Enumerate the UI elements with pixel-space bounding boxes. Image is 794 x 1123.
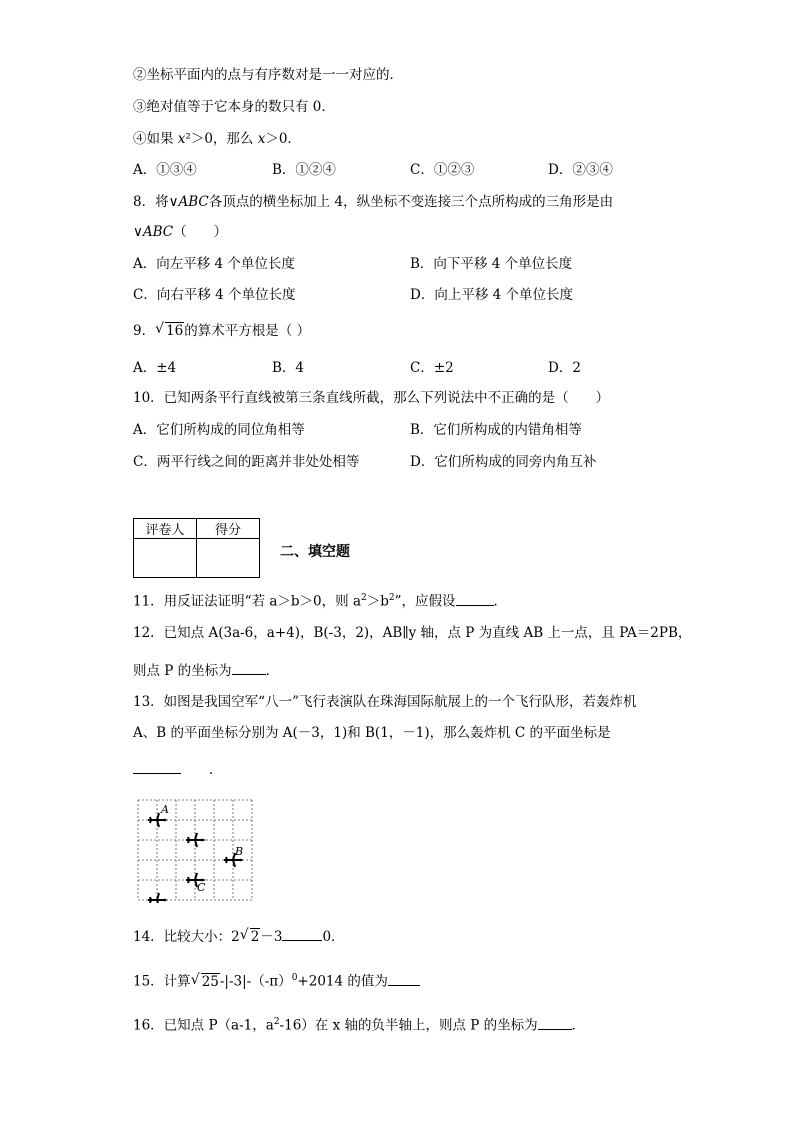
q8-text: 各顶点的横坐标加上 4，纵坐标不变连接三个点所构成的三角形是由 [208, 194, 614, 210]
q15-answer-blank[interactable] [388, 973, 420, 986]
q13-line1: 13．如图是我国空军“八一”飞行表演队在珠海国际航展上的一个飞行队形，若轰炸机 [133, 694, 637, 710]
q14-prefix: 14．比较大小：2 [133, 929, 240, 945]
q9-option-c: C．±2 [410, 360, 454, 376]
formation-figure [137, 799, 255, 903]
q15-sqrt: √ 25 [190, 971, 219, 990]
q13-answer-blank[interactable] [133, 761, 181, 774]
q10-option-a: A．它们所构成的同位角相等 [133, 422, 305, 438]
q8-option-a: A．向左平移 4 个单位长度 [133, 256, 295, 272]
s4-a: ④如果 [133, 131, 178, 147]
q7-option-c: C．①②③ [410, 162, 475, 178]
q14-answer-blank[interactable] [282, 928, 322, 941]
plane-icon [186, 833, 206, 847]
score-table-grader: 评卷人 [134, 519, 197, 539]
q8-triangle-2: ∨ABC [133, 224, 174, 240]
s4-x: x [177, 131, 186, 147]
q10-option-c: C．两平行线之间的距离并非处处相等 [133, 454, 360, 470]
q15-sup: 0 [291, 973, 298, 983]
q7-option-b: B．①②④ [272, 162, 336, 178]
q16-stem [133, 1013, 585, 1035]
q11-c: ”，应假设 [394, 593, 456, 610]
q8-option-d: D．向上平移 4 个单位长度 [410, 287, 573, 303]
q15-tail: +2014 的值为 [297, 973, 388, 990]
q14-stem [133, 928, 345, 946]
q12-text: 则点 P 的坐标为 [133, 663, 232, 679]
q15-rest: -|-3|-（-π） [219, 973, 292, 990]
score-table [133, 518, 260, 578]
q8-line2 [133, 223, 227, 241]
q13-end: ． [209, 762, 223, 778]
q12-line2 [133, 662, 279, 680]
q12-answer-blank[interactable] [232, 662, 266, 675]
q8-line1 [133, 193, 613, 211]
q14-sqrt: √ 2 [239, 927, 260, 945]
q13-line3 [133, 761, 223, 779]
q10-option-d: D．它们所构成的同旁内角互补 [410, 454, 597, 470]
q14-mid: －3 [260, 929, 283, 945]
q9-stem [133, 322, 310, 340]
q12-line1: 12．已知点 A(3a-6，a+4)，B(-3，2)，AB∥y 轴，点 P 为直线 AB 上一点，且 PA＝2PB， [133, 625, 692, 641]
s4-c: x [257, 131, 266, 147]
section-title: 二、填空题 [280, 544, 350, 560]
q9-suffix: 的算术平方根是（ ） [184, 323, 311, 339]
q11-sup2: 2 [388, 593, 395, 603]
label-c: C [197, 881, 206, 894]
q11-stem [133, 589, 507, 611]
q16-b: -16）在 x 轴的负半轴上，则点 P 的坐标为 [279, 1017, 538, 1034]
q11-sup1: 2 [361, 593, 367, 603]
q7-option-a: A．①③④ [133, 162, 197, 178]
q15-radicand: 25 [201, 973, 219, 990]
q16-a: 16．已知点 P（a-1，a [133, 1017, 274, 1034]
q15-prefix: 15．计算 [133, 973, 191, 990]
q7-option-d: D．②③④ [548, 162, 613, 178]
score-table-score: 得分 [197, 519, 260, 539]
statement-3: ③绝对值等于它本身的数只有 0． [133, 99, 335, 115]
q14-end: 0． [322, 929, 345, 945]
q8-option-c: C．向右平移 4 个单位长度 [133, 287, 296, 303]
q14-radicand: 2 [250, 929, 260, 945]
q9-option-b: B．4 [272, 360, 305, 376]
q11-answer-blank[interactable] [456, 593, 494, 606]
q9-sqrt: √ 16 [155, 321, 184, 339]
statement-4 [133, 130, 301, 148]
q12-end: ． [265, 663, 280, 679]
q11-a: 11．用反证法证明“若 a＞b＞0，则 a [133, 593, 361, 610]
q16-answer-blank[interactable] [538, 1017, 572, 1030]
q13-line2: A、B 的平面坐标分别为 A(－3，1)和 B(1，－1)，那么轰炸机 C 的平面坐标是 [133, 725, 611, 741]
s4-d: ＞0． [265, 131, 301, 147]
score-table-grader-cell[interactable] [134, 539, 197, 578]
plane-icon-2 [148, 893, 168, 903]
q8-triangle: ∨ABC [168, 194, 209, 210]
score-table-score-cell[interactable] [197, 539, 260, 578]
q10-option-b: B．它们所构成的内错角相等 [410, 422, 582, 438]
statement-2: ②坐标平面内的点与有序数对是一一对应的． [133, 67, 403, 83]
label-a: A [161, 803, 169, 816]
s4-b: ²＞0，那么 [185, 131, 258, 147]
label-b: B [235, 845, 244, 858]
q11-end: ． [493, 593, 508, 610]
q9-option-a: A．±4 [133, 360, 177, 376]
q9-prefix: 9． [133, 323, 156, 339]
q8-paren: （ ） [173, 224, 228, 240]
q8-option-b: B．向下平移 4 个单位长度 [410, 256, 573, 272]
q8-prefix: 8．将 [133, 194, 169, 210]
q10-stem: 10．已知两条平行直线被第三条直线所截，那么下列说法中不正确的是（ ） [133, 390, 610, 406]
q15-stem [133, 969, 420, 991]
q16-end: ． [571, 1017, 586, 1034]
q9-option-d: D．2 [548, 360, 581, 376]
q9-radicand: 16 [166, 323, 184, 339]
q16-sup: 2 [273, 1017, 280, 1027]
q11-b: ＞b [366, 593, 389, 610]
